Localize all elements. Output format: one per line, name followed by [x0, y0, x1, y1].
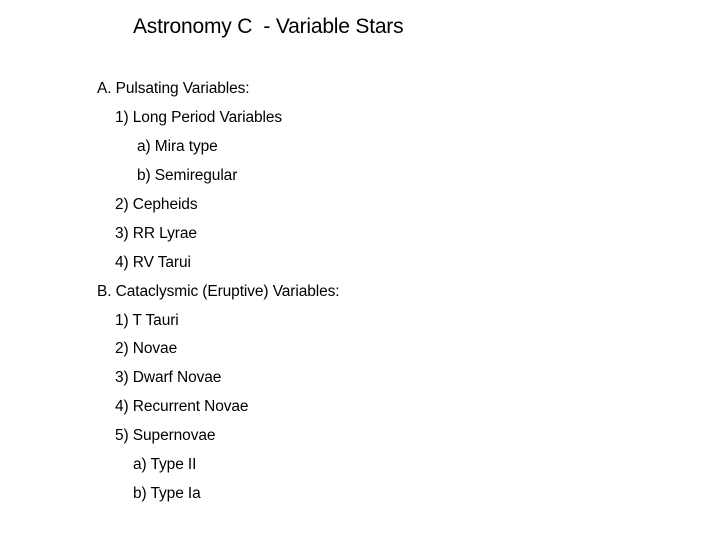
list-item: a) Mira type — [137, 138, 218, 155]
page-title: Astronomy C - Variable Stars — [133, 15, 404, 38]
list-item: 2) Cepheids — [115, 196, 198, 213]
outline-heading-cataclysmic: B. Cataclysmic (Eruptive) Variables: — [97, 283, 340, 300]
list-item: 4) RV Tarui — [115, 254, 191, 271]
list-item: 2) Novae — [115, 340, 178, 357]
list-item: b) Type Ia — [133, 485, 201, 502]
list-item: 3) RR Lyrae — [115, 225, 197, 242]
outline-heading-pulsating: A. Pulsating Variables: — [97, 80, 250, 97]
list-item: b) Semiregular — [137, 167, 238, 184]
list-item: 5) Supernovae — [115, 427, 216, 444]
list-item: 4) Recurrent Novae — [115, 398, 249, 415]
list-item: 1) T Tauri — [115, 312, 179, 329]
list-item: a) Type II — [133, 456, 197, 473]
list-item: 1) Long Period Variables — [115, 109, 283, 126]
list-item: 3) Dwarf Novae — [115, 369, 222, 386]
